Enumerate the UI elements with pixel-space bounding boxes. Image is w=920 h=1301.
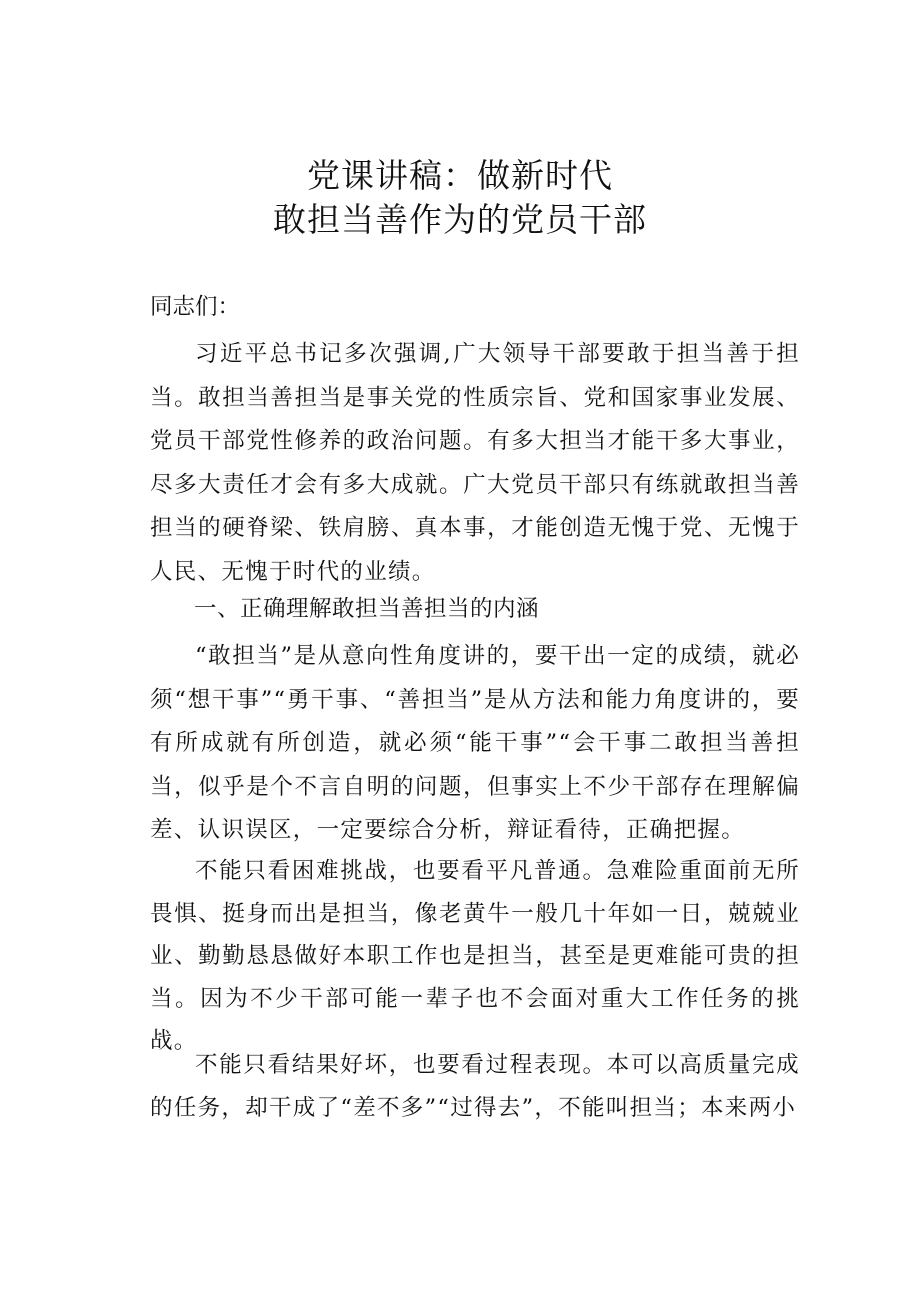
greeting: 同志们： (150, 294, 241, 320)
paragraph-ordinary-work: 不能只看困难挑战，也要看平凡普通。急难险重面前无所畏惧、挺身而出是担当，像老黄牛一般几十年如一日，兢兢业业、勤勤恳恳做好本职工作也是担当，甚至是更难能可贵的担当。因为不少干部可能一辈子也不会面对重大工作任务的挑战。 (150, 858, 800, 1054)
document-title-line-2: 敢担当善作为的党员干部 (273, 200, 647, 239)
document-title-line-1: 党课讲稿：做新时代 (307, 156, 613, 195)
section-heading-1: 一、正确理解敢担当善担当的内涵 (194, 596, 540, 622)
paragraph-process: 不能只看结果好坏，也要看过程表现。本可以高质量完成的任务，却干成了“差不多”“过得去”，不能叫担当；本来两小 (150, 1052, 800, 1121)
paragraph-definition: “敢担当”是从意向性角度讲的，要干出一定的成绩，就必须“想干事”“勇干事、“善担当”是从方法和能力角度讲的，要有所成就有所创造，就必须“能干事”“会干事二敢担当善担当，似乎是个不言自明的问题，但事实上不少干部存在理解偏差、认识误区，一定要综合分析，辩证看待，正确把握。 (150, 643, 800, 843)
paragraph-intro: 习近平总书记多次强调,广大领导干部要敢于担当善于担当。敢担当善担当是事关党的性质宗旨、党和国家事业发展、党员干部党性修养的政治问题。有多大担当才能干多大事业，尽多大责任才会有多大成就。广大党员干部只有练就敢担当善担当的硬脊梁、铁肩膀、真本事，才能创造无愧于党、无愧于人民、无愧于时代的业绩。 (150, 341, 800, 585)
